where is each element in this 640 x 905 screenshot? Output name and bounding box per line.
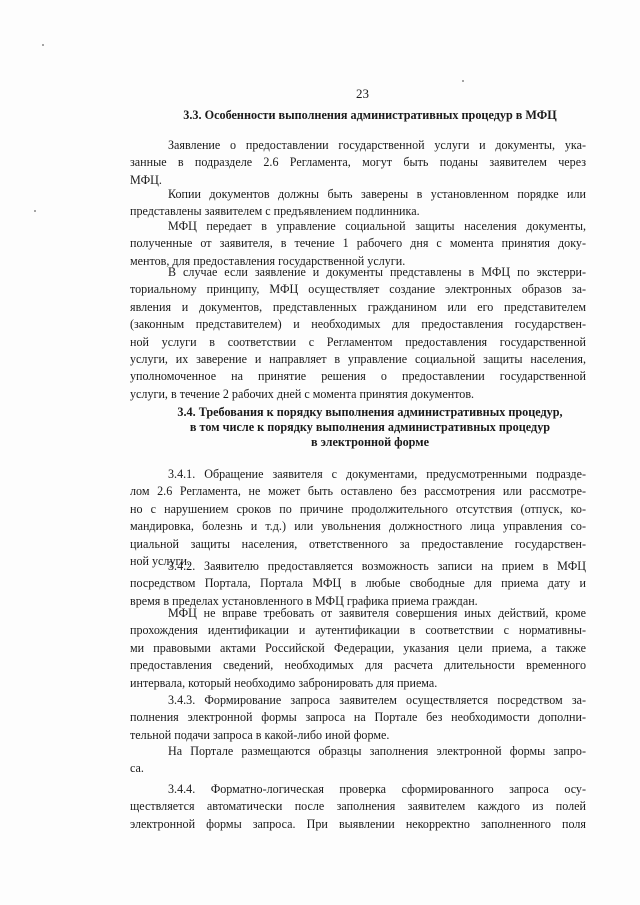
text-line: интервала, который необходимо забронировать для приема. <box>130 675 438 690</box>
text-line: но с нарушением сроков по причине продолжительного отсутствия (отпуск, ко- <box>130 501 586 516</box>
text-line: ществляется автоматически после заполнения заявителем каждого из полей <box>130 799 586 814</box>
text-line: услуги, в течение 2 рабочих дней с момента принятия документов. <box>130 386 475 401</box>
text-line: В случае если заявление и документы представлены в МФЦ по экстерри- <box>168 265 586 279</box>
text-line: занные в подразделе 2.6 Регламента, могут быть поданы заявителем через <box>130 155 586 170</box>
text-line: услуги, их заверение и направляет в управление социальной защиты населения, <box>130 351 586 366</box>
scan-speck <box>34 210 36 212</box>
paragraph <box>130 692 586 744</box>
text-line: полученные от заявителя, в течение 1 рабочего дня с момента принятия доку- <box>130 236 586 251</box>
scan-speck <box>42 44 44 46</box>
paragraph <box>130 781 586 833</box>
text-line: ми правовыми актами Российской Федерации, указания цели приема, а также <box>130 640 586 655</box>
paragraph <box>130 558 586 610</box>
text-line: 3.4.2. Заявителю предоставляется возможность записи на прием в МФЦ <box>168 559 586 573</box>
text-line: уполномоченное на принятие решения о предоставлении государственной <box>130 369 586 384</box>
text-line: са. <box>130 761 144 776</box>
text-line: (законным представителем) и необходимых для предоставления государствен- <box>130 317 586 332</box>
text-line: МФЦ. <box>130 172 162 187</box>
text-line: полнения электронной формы запроса на Портале без необходимости дополни- <box>130 710 586 725</box>
text-line: Копии документов должны быть заверены в установленном порядке или <box>168 187 586 201</box>
paragraph <box>130 218 586 270</box>
heading-line: в том числе к порядку выполнения административных процедур <box>189 420 551 434</box>
text-line: тельной подачи запроса в какой-либо иной форме. <box>130 727 390 742</box>
paragraph <box>130 466 586 570</box>
text-line: МФЦ не вправе требовать от заявителя совершения иных действий, кроме <box>168 606 586 620</box>
paragraph <box>130 186 586 221</box>
text-line: циальной защиты населения, ответственного за предоставление государствен- <box>130 536 586 551</box>
paragraph <box>130 605 586 692</box>
text-line: На Портале размещаются образцы заполнения электронной формы запро- <box>168 744 586 758</box>
paragraph <box>130 137 586 189</box>
text-line: посредством Портала, Портала МФЦ в любые свободные для приема дату и <box>130 576 586 591</box>
section-3-3-heading <box>120 108 620 123</box>
page-number: 23 <box>356 86 369 101</box>
text-line: 3.4.1. Обращение заявителя с документами, предусмотренными подразде- <box>168 467 586 481</box>
text-line: МФЦ передает в управление социальной защиты населения документы, <box>168 219 586 233</box>
text-line: ной услуги в соответствии с Регламентом предоставления государственной <box>130 334 586 349</box>
text-line: Заявление о предоставлении государственной услуги и документы, ука- <box>168 138 586 152</box>
heading-line: 3.4. Требования к порядку выполнения административных процедур, <box>177 405 563 419</box>
paragraph <box>130 743 586 778</box>
text-line: прохождения идентификации и аутентификации в соответствии с нормативны- <box>130 623 586 638</box>
text-line: 3.4.3. Формирование запроса заявителем осуществляется посредством за- <box>168 693 586 707</box>
text-line: 3.4.4. Форматно-логическая проверка сформированного запроса осу- <box>168 782 586 796</box>
text-line: лом 2.6 Регламента, не может быть оставлено без рассмотрения или рассмотре- <box>130 484 586 499</box>
paragraph <box>130 264 586 403</box>
text-line: электронной формы запроса. При выявлении некорректно заполненного поля <box>130 816 586 831</box>
section-3-4-heading <box>120 405 620 450</box>
text-line: ной услуги. <box>130 553 190 568</box>
text-line: ториальному принципу, МФЦ осуществляет создание электронных образов за- <box>130 282 586 297</box>
text-line: представлены заявителем с предъявлением подлинника. <box>130 204 420 219</box>
text-line: явления и документов, представленных гражданином или его представителем <box>130 299 586 314</box>
text-line: ментов, для предоставления государственной услуги. <box>130 253 406 268</box>
text-line: предоставления сведений, необходимых для расчета длительности временного <box>130 658 586 673</box>
text-line: мандировка, болезнь и т.д.) или увольнения должностного лица управления со- <box>130 519 586 534</box>
section-3-3-heading-text: 3.3. Особенности выполнения административных процедур в МФЦ <box>183 108 557 122</box>
heading-line: в электронной форме <box>311 435 429 449</box>
text-line: время в пределах установленного в МФЦ графика приема граждан. <box>130 593 478 608</box>
scan-speck <box>462 80 464 82</box>
